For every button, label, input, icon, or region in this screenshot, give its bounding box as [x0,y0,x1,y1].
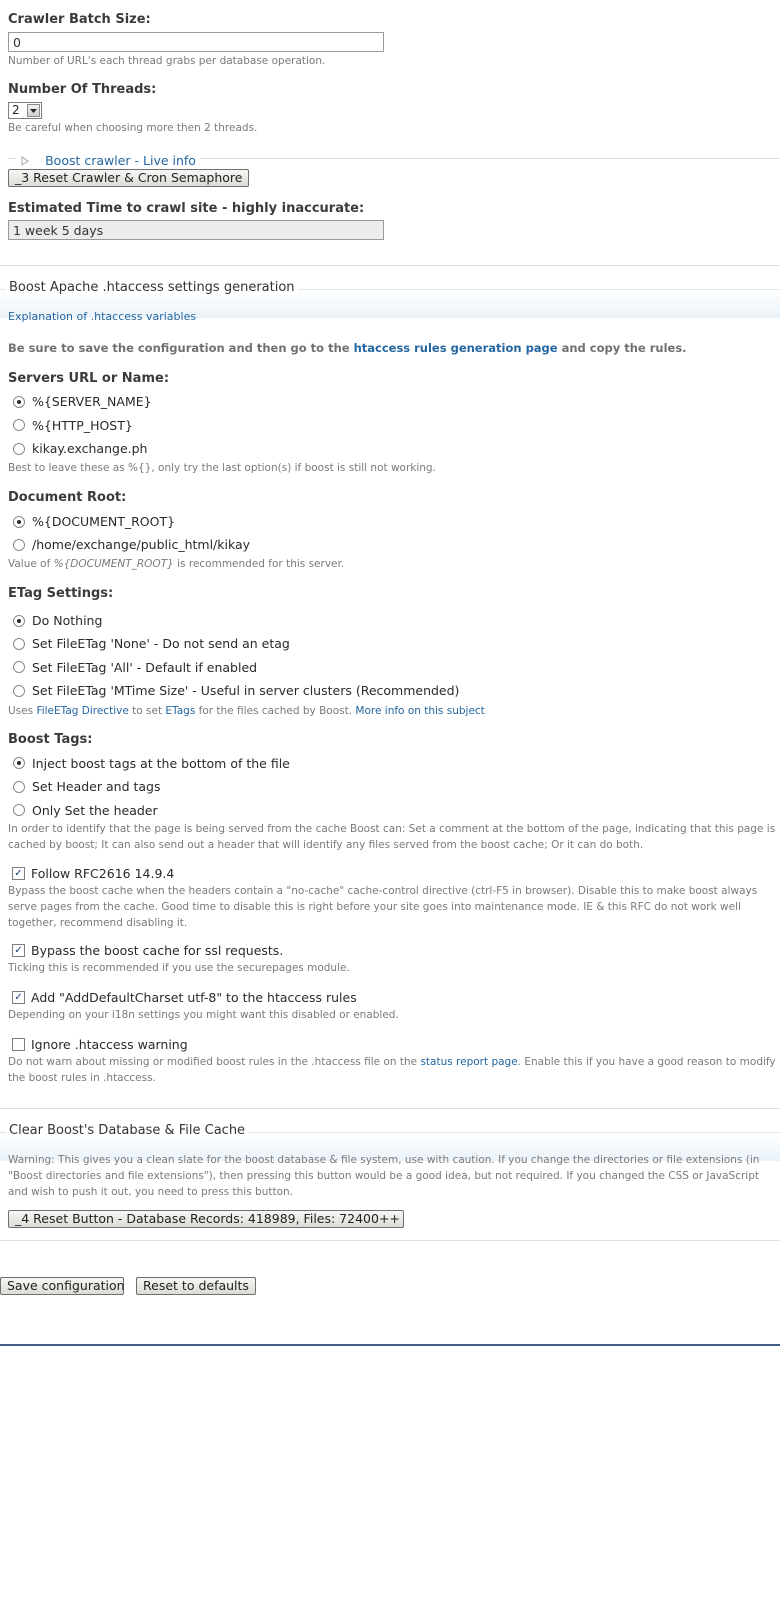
servers-radio-2[interactable] [13,443,25,455]
reset-cache-button[interactable]: _4 Reset Button - Database Records: 418989, Files: 72400++ [8,1210,404,1228]
tags-radio-0[interactable] [13,757,25,769]
ssl-desc: Ticking this is recommended if you use the securepages module. [8,962,350,974]
divider [0,1108,780,1109]
clear-warning: Warning: This gives you a clean slate for the boost database & file system, use with caution. If you change the directories or file extensions (in "Boost directories and file extensions"), then pressing this button would be a good idea, but not required. If you changed the CSS or JavaScript and wish to push it out, you need to press this button. [8,1154,760,1198]
check-icon: ✓ [14,992,23,1003]
etag-option-label: Do Nothing [32,613,103,628]
threads-desc: Be careful when choosing more then 2 threads. [8,122,258,134]
live-info-legend[interactable] [16,150,200,166]
etag-option-label: Set FileETag 'MTime Size' - Useful in server clusters (Recommended) [32,683,460,698]
charset-desc: Depending on your i18n settings you might want this disabled or enabled. [8,1009,399,1021]
tags-option-label: Inject boost tags at the bottom of the file [32,756,290,771]
check-icon: ✓ [14,868,23,879]
charset-checkbox[interactable] [12,991,25,1004]
reset-to-defaults-button[interactable]: Reset to defaults [136,1277,256,1295]
etag-label: ETag Settings: [8,586,114,601]
ignore-desc-pre: Do not warn about missing or modified boost rules in the .htaccess file on the [8,1056,421,1068]
threads-select-value: 2 [12,103,20,117]
htaccess-rules-link[interactable]: htaccess rules generation page [353,341,558,355]
etags-link[interactable]: ETags [165,705,196,717]
etag-desc-text: for the files cached by Boost. [195,705,356,717]
chevron-down-icon [27,104,40,117]
estimate-field [8,220,384,240]
htaccess-legend: Boost Apache .htaccess settings generation [6,280,298,295]
crawler-batch-input[interactable] [8,32,384,52]
ssl-label: Bypass the boost cache for ssl requests. [31,943,284,958]
ignore-desc-post: . Enable this if you have a good reason to modify the boost rules in .htaccess. [8,1056,776,1084]
etag-option-label: Set FileETag 'None' - Do not send an etag [32,636,290,651]
live-info-link[interactable]: Boost crawler - Live info [45,153,196,168]
charset-label: Add "AddDefaultCharset utf-8" to the htaccess rules [31,990,357,1005]
docroot-radio-0[interactable] [13,516,25,528]
clear-legend: Clear Boost's Database & File Cache [6,1123,248,1138]
fileetag-directive-link[interactable]: FileETag Directive [36,705,129,717]
tags-desc: In order to identify that the page is being served from the cache Boost can: Set a comment at the bottom of the page, indicating that this page is cached by boost; It can also send out a header that will identify any files served from the boost cache; Or it can do both. [8,823,776,851]
etag-radio-2[interactable] [13,661,25,673]
divider [0,265,780,266]
servers-desc: Best to leave these as %{}, only try the last option(s) if boost is still not working. [8,462,436,474]
ignore-label: Ignore .htaccess warning [31,1037,188,1052]
etag-desc-text: to set [128,705,166,717]
docroot-option-label: %{DOCUMENT_ROOT} [32,514,176,529]
docroot-desc [8,556,344,572]
tags-option-label: Set Header and tags [32,779,161,794]
servers-radio-0[interactable] [13,396,25,408]
rfc-desc: Bypass the boost cache when the headers contain a "no-cache" cache-control directive (ctrl-F5 in browser). Disable this to make boost always serve pages from the cache. Good time to disable this is right before your site goes into maintenance mode. IE & this RFC do not work well together, recommend disabling it. [8,885,758,929]
servers-option-label: %{HTTP_HOST} [32,418,133,433]
servers-radio-1[interactable] [13,419,25,431]
tags-radio-1[interactable] [13,781,25,793]
divider [0,1240,780,1241]
tags-label: Boost Tags: [8,732,93,747]
reset-crawler-button[interactable]: _3 Reset Crawler & Cron Semaphore [8,169,249,187]
tags-option-label: Only Set the header [32,803,158,818]
save-note [8,341,687,355]
explanation-link[interactable]: Explanation of .htaccess variables [8,310,197,323]
crawler-batch-desc: Number of URL's each thread grabs per database operation. [8,55,326,67]
rfc-checkbox[interactable] [12,867,25,880]
ignore-checkbox[interactable] [12,1038,25,1051]
tags-radio-2[interactable] [13,804,25,816]
etag-option-label: Set FileETag 'All' - Default if enabled [32,660,258,675]
docroot-option-label: /home/exchange/public_html/kikay [32,537,251,552]
more-info-link[interactable]: More info on this subject [355,705,485,717]
docroot-desc-em: %{DOCUMENT_ROOT} [53,558,174,570]
status-report-link[interactable]: status report page [420,1056,518,1068]
etag-radio-0[interactable] [13,615,25,627]
etag-desc [8,703,485,719]
check-icon: ✓ [14,945,23,956]
rfc-label: Follow RFC2616 14.9.4 [31,866,175,881]
etag-radio-1[interactable] [13,638,25,650]
threads-label: Number Of Threads: [8,82,157,97]
docroot-desc-post: is recommended for this server. [173,558,345,570]
servers-option-label: %{SERVER_NAME} [32,394,152,409]
crawler-batch-label: Crawler Batch Size: [8,12,151,27]
triangle-right-icon [20,156,30,166]
save-configuration-button[interactable]: Save configuration [0,1277,124,1295]
estimate-label: Estimated Time to crawl site - highly inaccurate: [8,201,365,216]
threads-select[interactable] [8,102,42,119]
servers-option-label: kikay.exchange.ph [32,441,148,456]
footer-line [0,1344,780,1346]
save-note-pre: Be sure to save the configuration and then go to the [8,341,354,355]
docroot-label: Document Root: [8,490,127,505]
etag-desc-text: Uses [8,705,37,717]
save-note-post: and copy the rules. [557,341,687,355]
docroot-radio-1[interactable] [13,539,25,551]
ssl-checkbox[interactable] [12,944,25,957]
ignore-desc [8,1054,776,1086]
servers-label: Servers URL or Name: [8,371,170,386]
etag-radio-3[interactable] [13,685,25,697]
docroot-desc-pre: Value of [8,558,54,570]
